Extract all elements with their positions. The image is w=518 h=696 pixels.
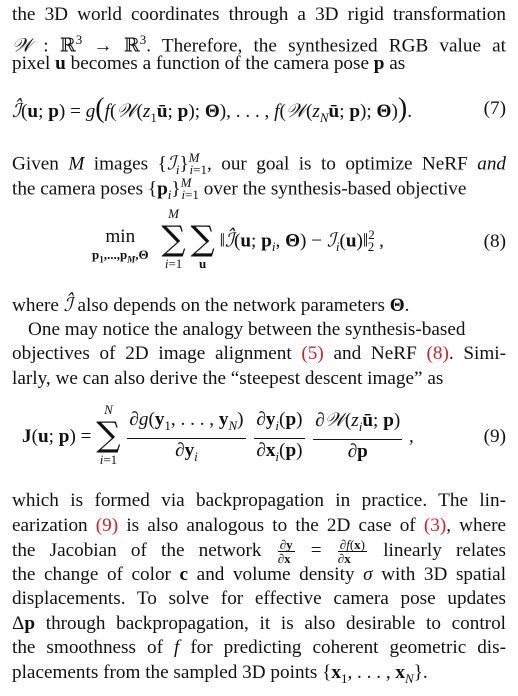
text-line: displacements. To solve for effective camera pose updates <box>12 588 506 609</box>
text-line: placements from the sampled 3D points {$x_1$, . . . , $x_N$}. <box>12 661 428 686</box>
paragraph-1 <box>12 3 506 77</box>
equation-9-body: J(u; p) = N ∑ i=1 $\frac{\partial g(y_1, . . . , y_N)}{\partial y_i}$ $\frac{\partial y_i(p)}{\partial x_i(p)}$ $\frac{\partial 𝒲(z_iū; p)}{\partial p}$ , <box>22 402 414 467</box>
equation-reference[interactable]: (5) <box>301 343 324 364</box>
equation-reference[interactable]: (3) <box>423 514 447 536</box>
paragraph-4 <box>12 489 506 685</box>
equation-8-body: min $p_1,...,p_M,\Theta$ M ∑ i=1 ∑ u ‖ℐ̂(u; $p_i$, Θ) − ℐ$_i$(u)‖$^2_2$ , <box>92 206 384 271</box>
text-line: pixel u becomes a function of the camera pose p as <box>12 53 406 74</box>
text-line: the 3D world coordinates through a 3D rigid transformation <box>12 4 506 25</box>
text-line: the smoothness of f for predicting coherent geometric dis- <box>12 637 506 658</box>
text-line: the change of color c and volume density σ with 3D spatial <box>12 563 507 585</box>
text-line: the Jacobian of the network $\frac{\partial y}{\partial x}$ = $\frac{\partial f(x)}{\partial x}$ linearly relates <box>12 537 507 566</box>
text-line: 𝒲 : ℝ$^3$ → ℝ$^3$. Therefore, the synthesized RGB value at <box>12 31 507 56</box>
text-line: One may notice the analogy between the synthesis-based <box>28 318 466 340</box>
equation-reference[interactable]: (8) <box>426 343 449 364</box>
text-line: Given M images {ℐ$_i$}$^M_{i=1}$, our goal is to optimize NeRF and <box>12 150 507 178</box>
text-line: objectives of 2D image alignment (5) and NeRF (8). Simi- <box>12 343 507 364</box>
equation-number: (8) <box>483 231 506 252</box>
equation-reference[interactable]: (9) <box>95 514 119 536</box>
text-line: larly, we can also derive the “steepest descent image” as <box>12 367 444 389</box>
text-line: which is formed via backpropagation in practice. The lin- <box>12 490 506 511</box>
text-line: Δp through backpropagation, it is also desirable to control <box>12 612 507 634</box>
equation-9 <box>12 402 506 474</box>
text-line: the camera poses $\{p_i\}^M_{i=1}$ over the synthesis-based objective <box>12 174 467 202</box>
paragraph-2 <box>12 146 507 202</box>
equation-8 <box>12 206 506 278</box>
text-line: where ℐ̂ also depends on the network parameters Θ. <box>12 293 410 316</box>
text-line: earization (9) is also analogous to the 2D case of (3), where <box>12 514 507 536</box>
equation-number: (7) <box>483 98 506 119</box>
equation-number: (9) <box>483 426 506 447</box>
paragraph-3 <box>12 293 506 391</box>
equation-7 <box>12 92 506 126</box>
equation-7-body: ℐ̂(u; $p) = g(f(𝒲(z_1ū$; p); Θ), . . . , $f(𝒲(z_Nū$; p); Θ)). <box>12 93 412 125</box>
